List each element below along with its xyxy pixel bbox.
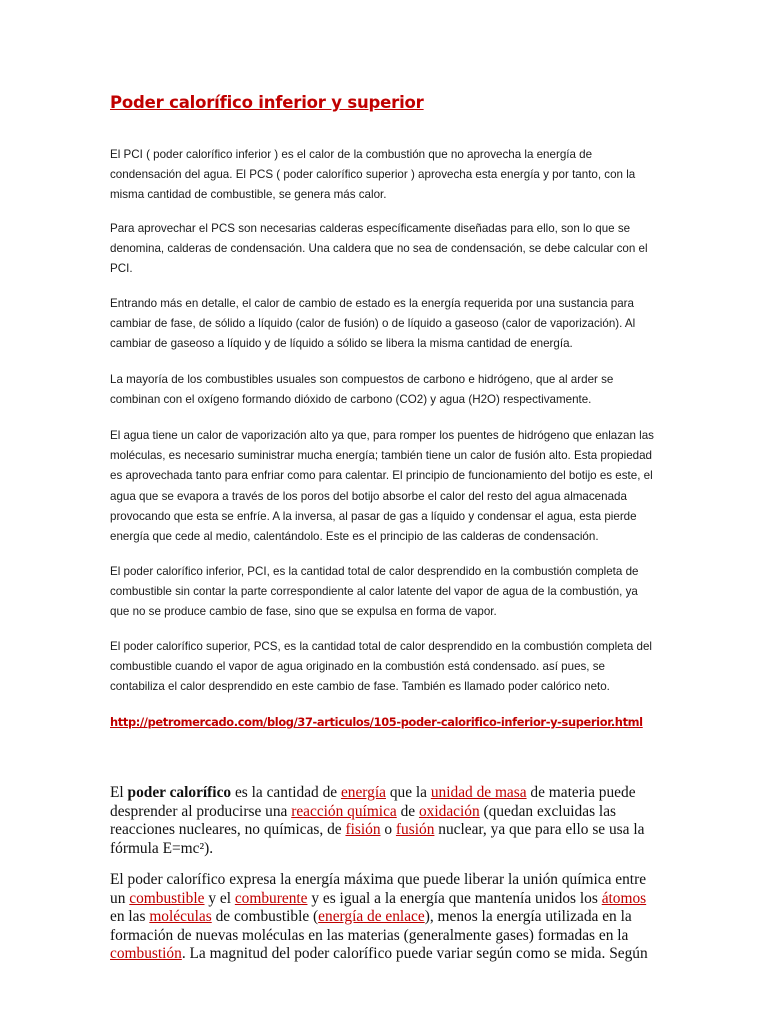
- term-poder-calorifico: poder calorífico: [127, 784, 232, 801]
- text: de combustible (: [211, 908, 319, 925]
- link-reaccion-quimica[interactable]: reacción química: [291, 802, 397, 820]
- text: y es igual a la energía que mantenía unidos los: [307, 889, 602, 907]
- text: en las: [110, 908, 150, 925]
- link-atomos[interactable]: átomos: [601, 889, 647, 907]
- page-title: Poder calorífico inferior y superior: [110, 93, 424, 112]
- source-link[interactable]: http://petromercado.com/blog/37-articulos/105-poder-calorifico-inferior-y-superior.html: [110, 715, 643, 729]
- text: es la cantidad de: [231, 784, 341, 801]
- link-oxidacion[interactable]: oxidación: [418, 802, 480, 820]
- link-energia-de-enlace[interactable]: energía de enlace: [318, 908, 425, 925]
- paragraph-agua: El agua tiene un calor de vaporización alto ya que, para romper los puentes de hidrógeno que enlazan las moléculas, es necesario suministrar mucha energía; también tiene un calor de fusión alto. Esta propiedad es aprovechada tanto para enfriar como para calentar. El principio de funcionamiento del botijo es este, el agua que se evapora a través de los poros del botijo absorbe el calor del resto del agua almacenada provocando que esta se enfríe. A la inversa, al pasar de gas a líquido y condensar el agua, esta pierde energía que cede al medio, calentándolo. Este es el principio de las calderas de condensación.: [110, 429, 654, 544]
- text: de materia puede desprender al producirse una: [110, 784, 636, 820]
- paragraph-pci-pcs: El PCI ( poder calorífico inferior ) es el calor de la combustión que no aprovecha la energía de condensación del agua. El PCS ( poder calorífico superior ) aprovecha esta energía y por tanto, con la misma cantidad de combustible, se genera más calor.: [110, 148, 636, 202]
- link-energia[interactable]: energía: [340, 784, 386, 801]
- paragraph-combustibles: La mayoría de los combustibles usuales son compuestos de carbono e hidrógeno, que al arder se combinan con el oxígeno formando dióxido de carbono (CO2) y agua (H2O) respectivamente.: [110, 373, 614, 407]
- text: de: [396, 802, 419, 820]
- text: El: [110, 784, 128, 801]
- text: nuclear, ya que para ello se usa la fórmula E=mc²).: [110, 821, 645, 857]
- wiki-paragraph-definicion: [110, 784, 655, 858]
- text: y el: [204, 889, 235, 907]
- paragraph-pci-definicion: El poder calorífico inferior, PCI, es la cantidad total de calor desprendido en la combustión completa de combustible sin contar la parte correspondiente al calor latente del vapor de agua de la combustión, ya que no se produce cambio de fase, sino que se expulsa en forma de vapor.: [110, 565, 639, 619]
- link-comburente[interactable]: comburente: [234, 889, 308, 907]
- link-moleculas[interactable]: moléculas: [149, 908, 212, 925]
- link-fusion[interactable]: fusión: [395, 821, 435, 838]
- paragraph-calderas: Para aprovechar el PCS son necesarias calderas específicamente diseñadas para ello, son lo que se denomina, calderas de condensación. Una caldera que no sea de condensación, se debe calcular con el PCI.: [110, 222, 648, 276]
- text: (quedan excluidas las reacciones nucleares, no químicas, de: [110, 802, 617, 838]
- text: que la: [385, 784, 431, 801]
- text: El poder calorífico expresa la energía máxima que puede liberar la unión química entre un: [110, 871, 647, 907]
- wiki-paragraph-energia: [110, 871, 655, 964]
- paragraph-pcs-definicion: El poder calorífico superior, PCS, es la cantidad total de calor desprendido en la combustión completa del combustible cuando el vapor de agua originado en la combustión está condensado. así pues, se contabiliza el calor desprendido en este cambio de fase. También es llamado poder calórico neto.: [110, 640, 652, 694]
- link-fision[interactable]: fisión: [345, 821, 381, 838]
- link-combustion[interactable]: combustión: [110, 945, 182, 962]
- text: ), menos la energía utilizada en la formación de nuevas moléculas en las materias (generalmente gases) formadas en la: [110, 908, 632, 944]
- text: . La magnitud del poder calorífico puede variar según como se mida. Según: [181, 945, 648, 962]
- text: o: [380, 821, 396, 838]
- link-combustible[interactable]: combustible: [129, 889, 205, 907]
- link-unidad-de-masa[interactable]: unidad de masa: [430, 784, 527, 801]
- paragraph-cambio-estado: Entrando más en detalle, el calor de cambio de estado es la energía requerida por una sustancia para cambiar de fase, de sólido a líquido (calor de fusión) o de líquido a gaseoso (calor de vaporización). Al cambiar de gaseoso a líquido y de líquido a sólido se libera la misma cantidad de energía.: [110, 297, 636, 351]
